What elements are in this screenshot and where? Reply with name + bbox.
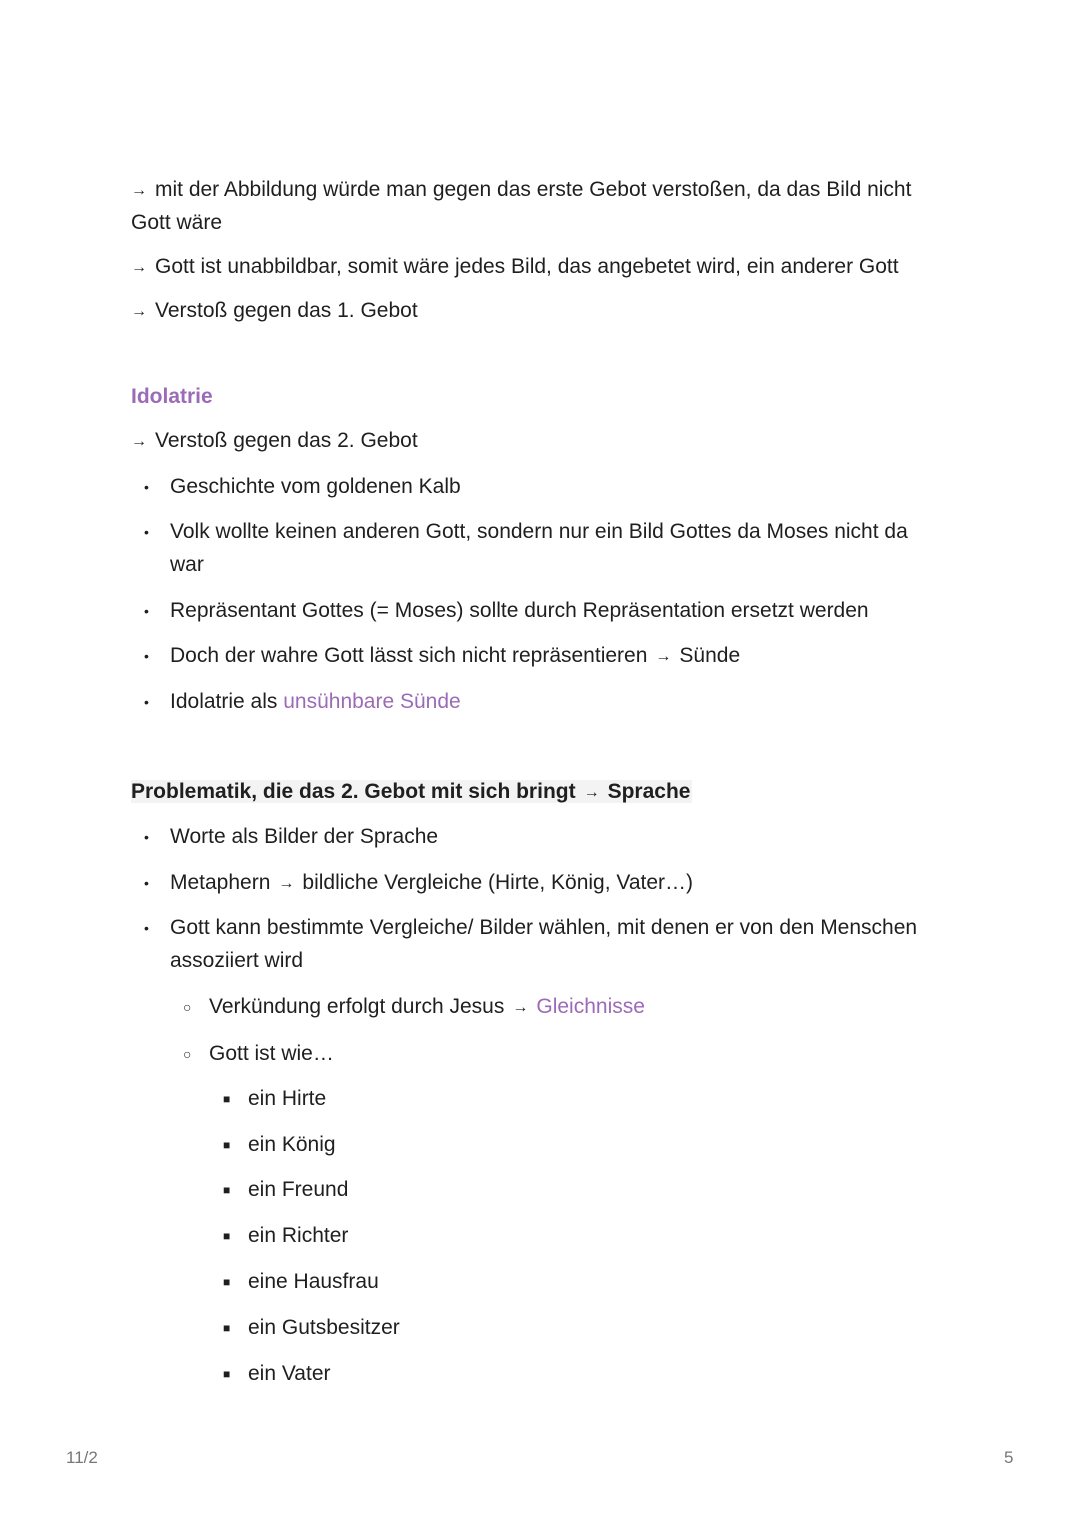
list-item: Gott kann bestimmte Vergleiche/ Bilder wählen, mit denen er von den Menschen [170,916,918,939]
bullet-icon: • [144,829,149,845]
sub-sub-list-item: ein Gutsbesitzer [248,1316,400,1339]
sub-sub-list-item: ein Freund [248,1178,349,1201]
bullet-icon: • [144,648,149,664]
footer-left-label: 11/2 [66,1448,98,1467]
square-bullet-icon: ■ [223,1275,231,1289]
sub-sub-list-item: eine Hausfrau [248,1270,379,1293]
idolatrie-arrow-line: → Verstoß gegen das 2. Gebot [131,429,418,452]
intro-line-1-cont: Gott wäre [131,211,223,234]
arrow-icon: → [131,433,147,450]
list-item: Metaphern → bildliche Vergleiche (Hirte, König, Vater…) [170,871,694,894]
list-item: Volk wollte keinen anderen Gott, sondern nur ein Bild Gottes da Moses nicht da [170,520,908,543]
list-item: Worte als Bilder der Sprache [170,825,439,848]
sub-list-item: Gott ist wie… [209,1042,334,1065]
circle-bullet-icon: ○ [183,1046,192,1062]
page-number: 5 [1004,1448,1014,1467]
bullet-icon: • [144,479,149,495]
bullet-icon: • [144,694,149,710]
list-item-cont: war [170,553,204,576]
list-item: Idolatrie als unsühnbare Sünde [170,690,461,713]
arrow-icon: → [655,648,672,665]
square-bullet-icon: ■ [223,1321,231,1335]
square-bullet-icon: ■ [223,1138,231,1152]
arrow-icon: → [512,999,529,1016]
list-item: Doch der wahre Gott lässt sich nicht repräsentieren → Sünde [170,644,741,667]
intro-line-3: → Verstoß gegen das 1. Gebot [131,299,418,322]
list-item: Repräsentant Gottes (= Moses) sollte durch Repräsentation ersetzt werden [170,599,869,622]
arrow-icon: → [583,784,600,801]
sub-sub-list-item: ein Vater [248,1362,331,1385]
sub-sub-list-item: ein König [248,1133,336,1156]
sub-sub-list-item: ein Richter [248,1224,349,1247]
sub-list-item: Verkündung erfolgt durch Jesus → Gleichnisse [209,995,645,1018]
square-bullet-icon: ■ [223,1183,231,1197]
sub-sub-list-item: ein Hirte [248,1087,327,1110]
circle-bullet-icon: ○ [183,999,192,1015]
arrow-icon: → [131,259,147,276]
bullet-icon: • [144,524,149,540]
intro-line-2: → Gott ist unabbildbar, somit wäre jedes Bild, das angebetet wird, ein anderer Gott [131,255,899,278]
arrow-icon: → [278,875,295,892]
square-bullet-icon: ■ [223,1367,231,1381]
section-heading-idolatrie: Idolatrie [131,385,213,408]
arrow-icon: → [131,182,147,199]
list-item: Geschichte vom goldenen Kalb [170,475,461,498]
bullet-icon: • [144,603,149,619]
bullet-icon: • [144,875,149,891]
arrow-icon: → [131,303,147,320]
bullet-icon: • [144,920,149,936]
highlight-term: Gleichnisse [536,995,645,1018]
square-bullet-icon: ■ [223,1092,231,1106]
intro-line-1: → mit der Abbildung würde man gegen das erste Gebot verstoßen, da das Bild nicht [131,178,912,201]
square-bullet-icon: ■ [223,1229,231,1243]
highlight-term: unsühnbare Sünde [283,690,461,713]
section-heading-problematik: Problematik, die das 2. Gebot mit sich bringt → Sprache [131,780,691,803]
list-item-cont: assoziiert wird [170,949,304,972]
